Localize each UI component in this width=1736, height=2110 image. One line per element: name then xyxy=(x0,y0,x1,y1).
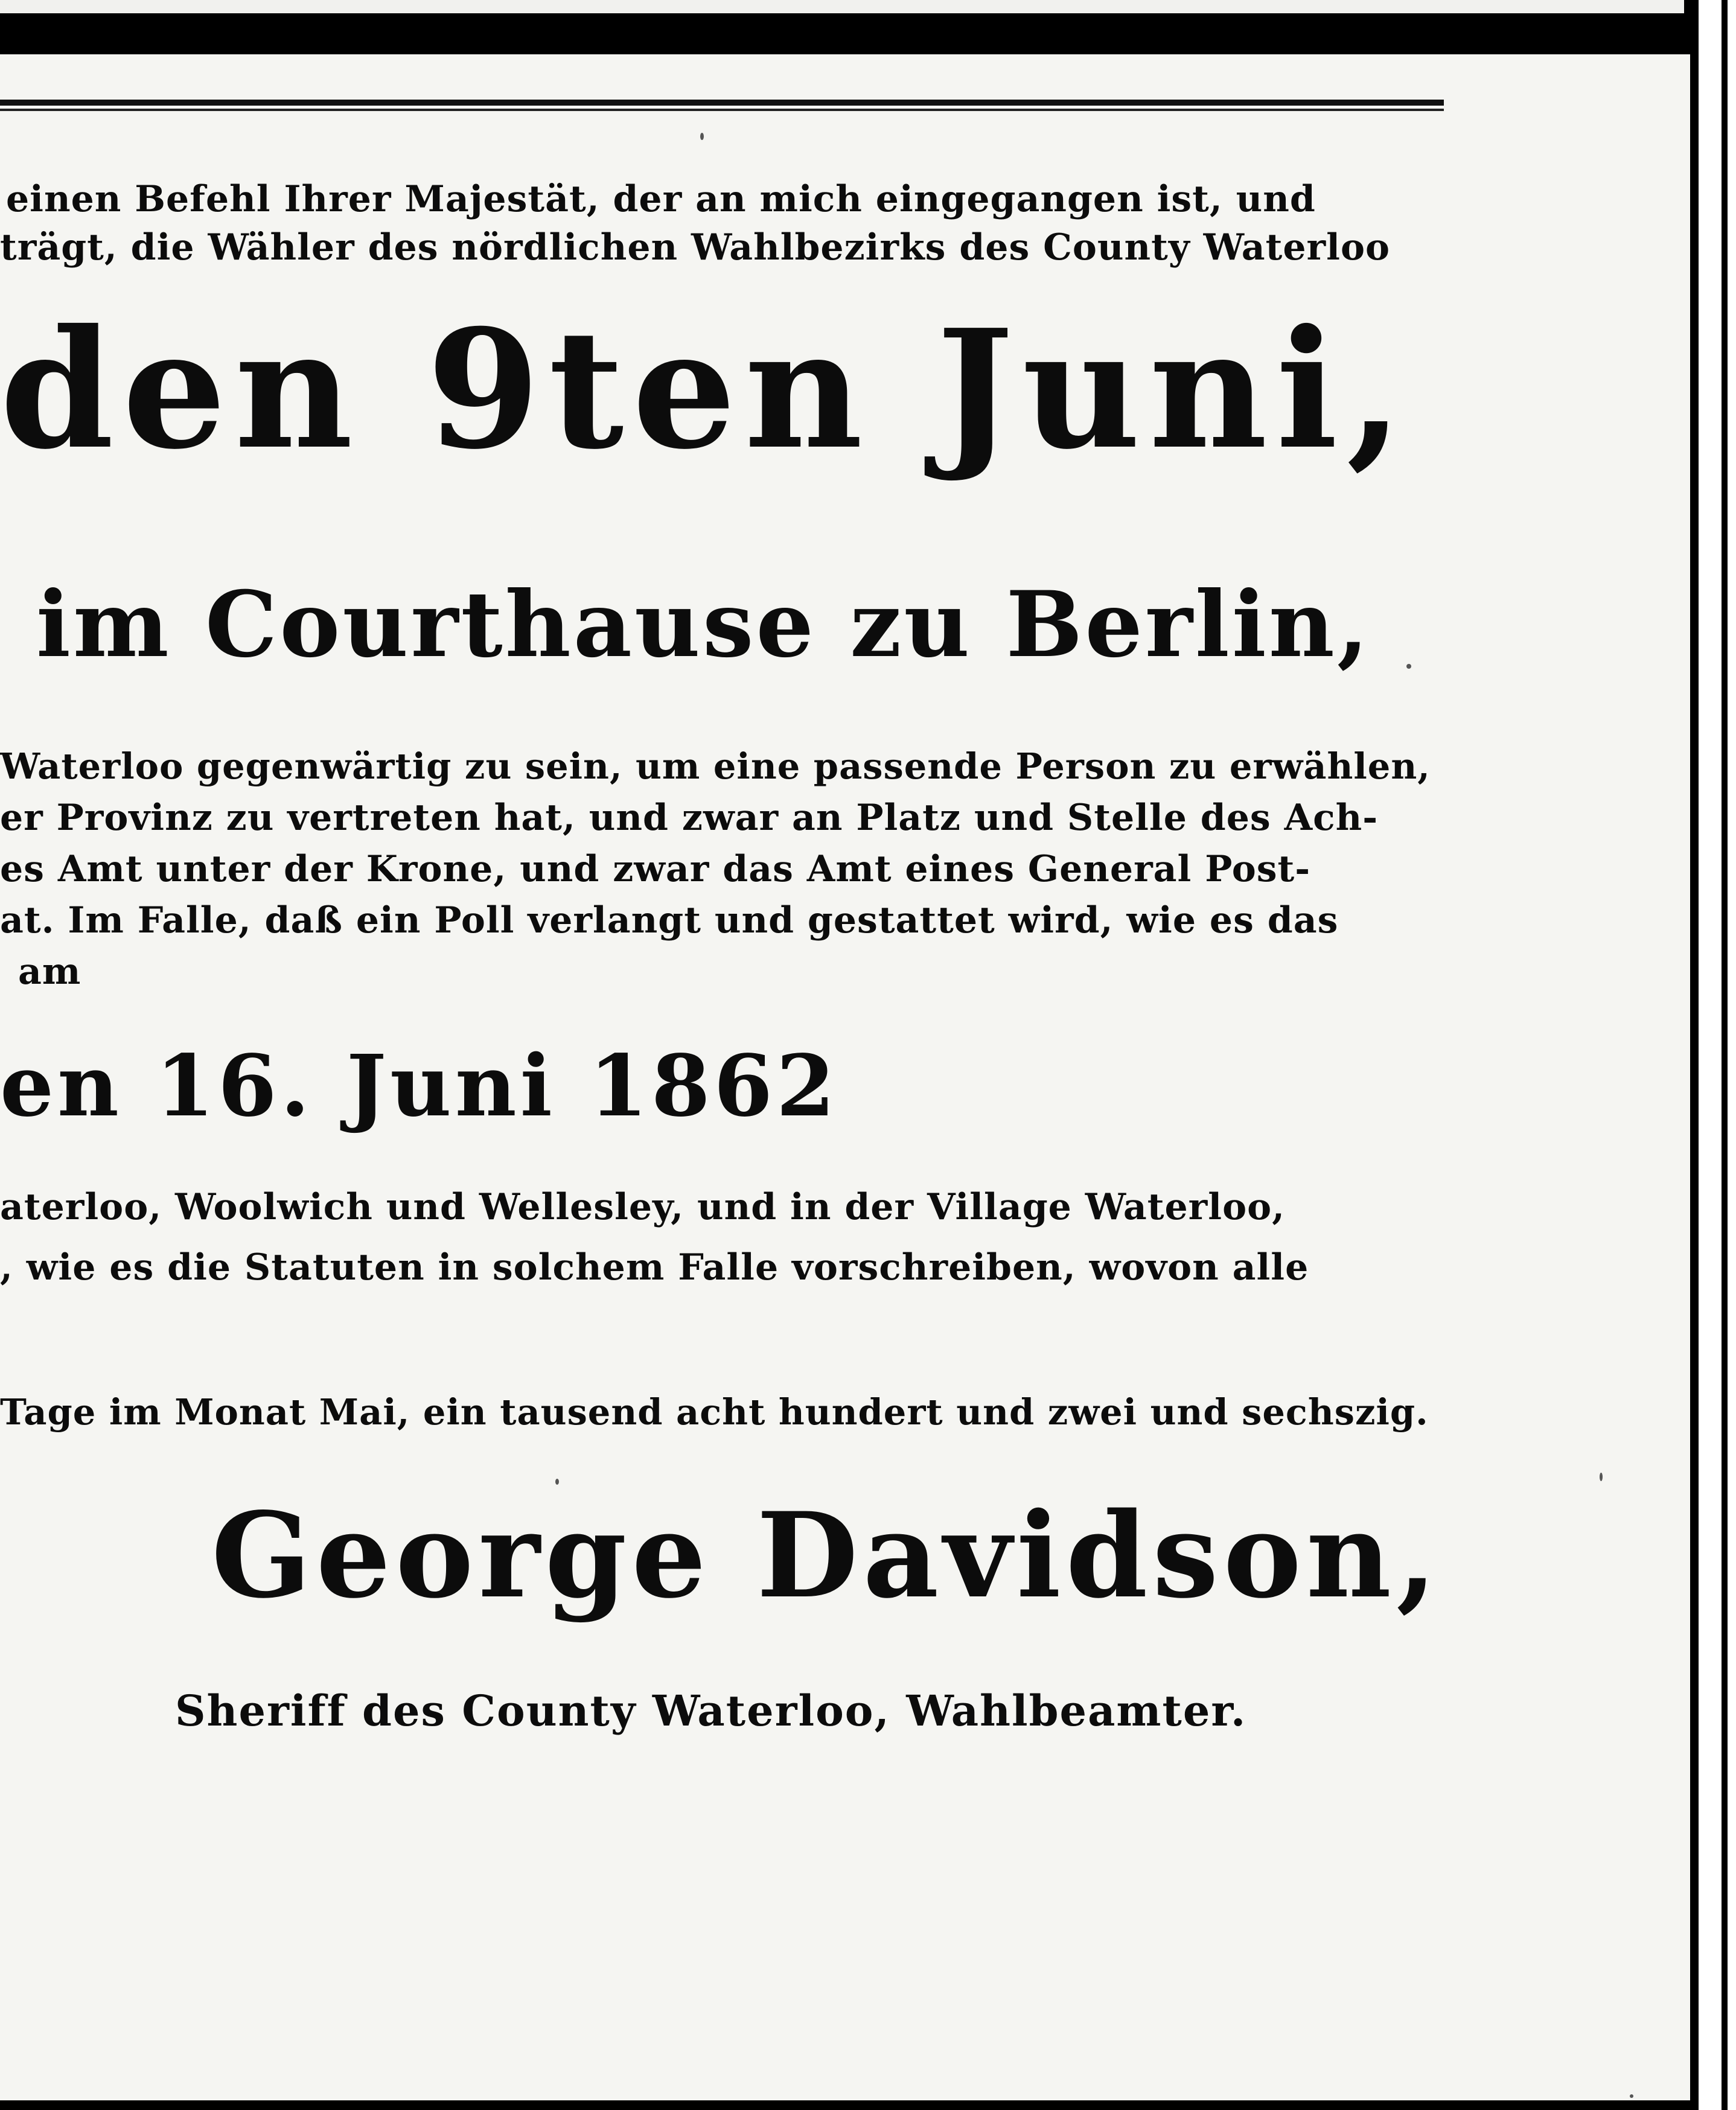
top-rule-thin xyxy=(0,109,1444,111)
signature-title: Sheriff des County Waterloo, Wahlbeamter. xyxy=(175,1686,1247,1736)
text-line-13: Tage im Monat Mai, ein tausend acht hundert und zwei und sechszig. xyxy=(0,1391,1429,1433)
text-line-12: , wie es die Statuten in solchem Falle vorschreiben, wovon alle xyxy=(0,1246,1309,1289)
text-line-11: aterloo, Woolwich und Wellesley, und in der Village Waterloo, xyxy=(0,1186,1286,1228)
text-line-1: einen Befehl Ihrer Majestät, der an mich eingegangen ist, und xyxy=(6,178,1316,220)
scan-edge-line xyxy=(1722,0,1728,2110)
text-line-8: at. Im Falle, daß ein Poll verlangt und gestattet wird, wie es das xyxy=(0,899,1339,942)
text-line-7: es Amt unter der Krone, und zwar das Amt eines General Post- xyxy=(0,848,1311,890)
scan-speck xyxy=(555,1479,559,1485)
scan-right-margin xyxy=(1699,0,1736,2110)
scan-speck xyxy=(1600,1473,1603,1481)
scan-speck xyxy=(700,133,704,140)
text-line-9: am xyxy=(18,951,81,993)
scan-speck xyxy=(1630,2094,1633,2098)
text-line-2: trägt, die Wähler des nördlichen Wahlbezirks des County Waterloo xyxy=(0,226,1390,269)
top-rule xyxy=(0,100,1444,106)
signature-name: George Davidson, xyxy=(211,1487,1442,1624)
text-line-6: er Provinz zu vertreten hat, und zwar an Platz und Stelle des Ach- xyxy=(0,797,1379,839)
scan-top-margin xyxy=(0,0,1684,13)
poll-date: en 16. Juni 1862 xyxy=(0,1037,839,1136)
headline-date: den 9ten Juni, xyxy=(0,293,1412,485)
scan-speck xyxy=(1406,664,1411,669)
headline-location: im Courthause zu Berlin, xyxy=(36,572,1371,678)
text-line-5: Waterloo gegenwärtig zu sein, um eine passende Person zu erwählen, xyxy=(0,745,1431,787)
paper-sheet xyxy=(0,54,1690,2100)
